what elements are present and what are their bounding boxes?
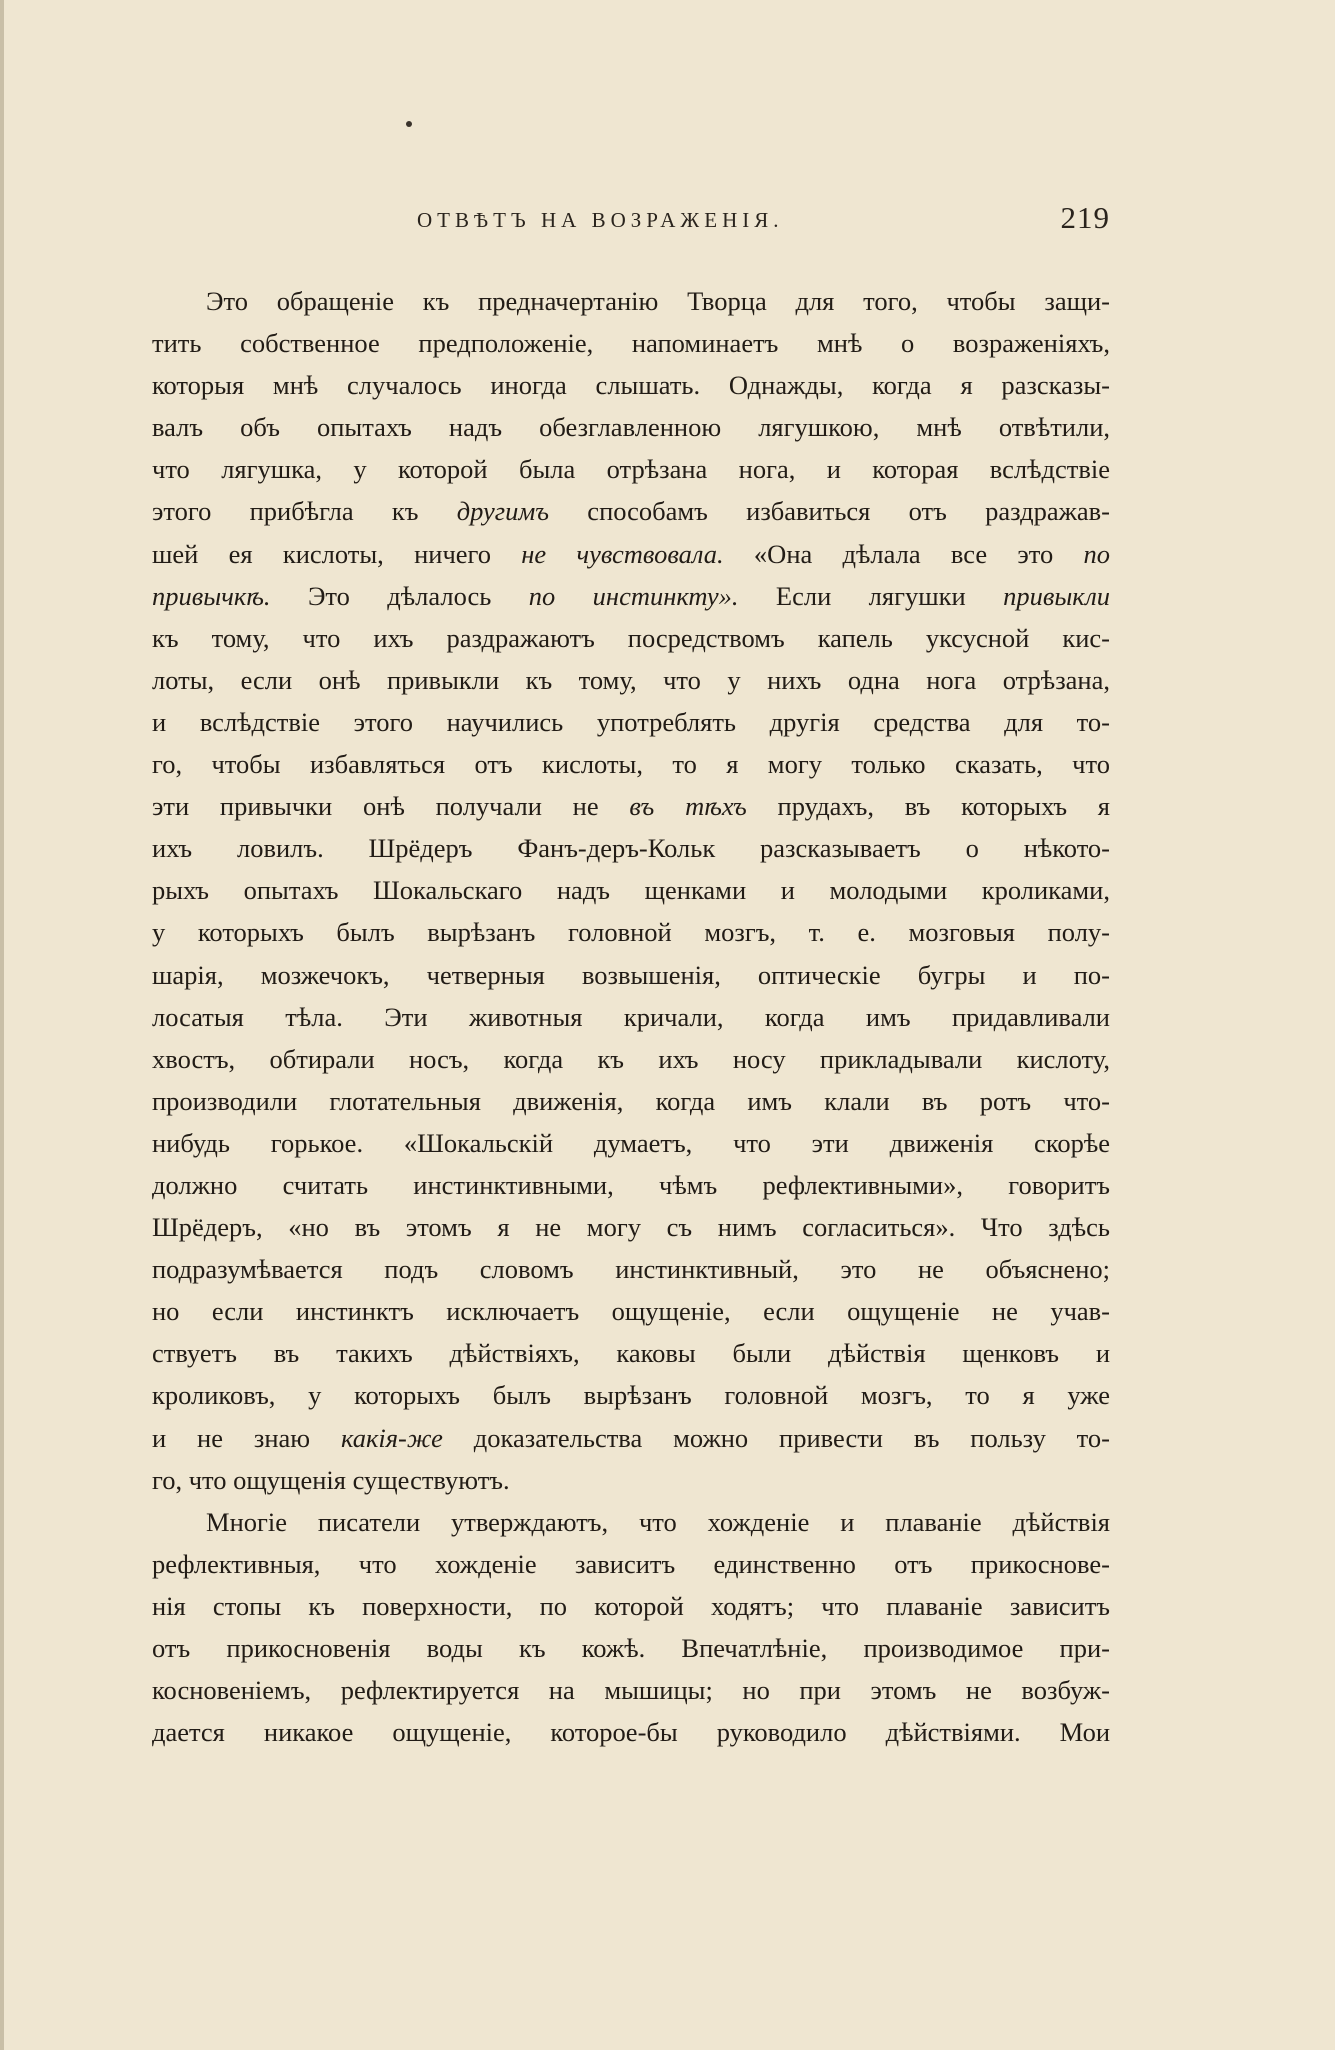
- text-run: нибудь горькое. «Шокальскій думаетъ, что эти движенія скорѣе: [152, 1127, 1110, 1158]
- text-run: Многіе писатели утверждаютъ, что хожденіе и плаваніе дѣйствія: [206, 1506, 1110, 1537]
- text-line: [152, 743, 1110, 785]
- text-line: [152, 1543, 1110, 1585]
- text-line: [152, 1585, 1110, 1627]
- text-line: [152, 1122, 1110, 1164]
- text-line: [152, 1080, 1110, 1122]
- text-line: [152, 659, 1110, 701]
- text-line: [152, 996, 1110, 1038]
- text-line: [152, 1164, 1110, 1206]
- text-run: доказательства можно привести въ пользу то-: [442, 1422, 1110, 1453]
- text-run: нія стопы къ поверхности, по которой ходятъ; что плаваніе зависитъ: [152, 1590, 1110, 1621]
- text-run: способамъ избавиться отъ раздражав-: [549, 496, 1110, 527]
- text-run: го, что ощущенія существуютъ.: [152, 1464, 510, 1495]
- text-run: отъ прикосновенія воды къ кожѣ. Впечатлѣніе, производимое при-: [152, 1633, 1110, 1663]
- text-run: и вслѣдствіе этого научились употреблять другія средства для то-: [152, 706, 1110, 737]
- text-line: [152, 1627, 1110, 1669]
- ink-speck: [406, 121, 412, 127]
- text-line: [152, 1206, 1110, 1248]
- text-line: [152, 1417, 1110, 1459]
- text-run: лосатыя тѣла. Эти животныя кричали, когда имъ придавливали: [152, 1001, 1110, 1032]
- text-run: Это обращеніе къ предначертанію Творца для того, чтобы защи-: [206, 286, 1110, 316]
- text-run: у которыхъ былъ вырѣзанъ головной мозгъ, т. е. мозговыя полу-: [152, 917, 1110, 948]
- text-line: [152, 827, 1110, 869]
- text-run: къ тому, что ихъ раздражаютъ посредствомъ капель уксусной кис-: [152, 622, 1110, 653]
- italic-emphasis: по инстинкту».: [528, 580, 739, 611]
- text-line: [152, 1248, 1110, 1290]
- text-run: косновеніемъ, рефлектируется на мышицы; но при этомъ не возбуж-: [152, 1675, 1110, 1706]
- text-run: го, чтобы избавляться отъ кислоты, то я могу только сказать, что: [152, 749, 1110, 780]
- text-run: лоты, если онѣ привыкли къ тому, что у нихъ одна нога отрѣзана,: [152, 664, 1110, 695]
- italic-emphasis: привыкли: [1003, 580, 1110, 611]
- text-run: что лягушка, у которой была отрѣзана нога, и которая вслѣдствіе: [152, 454, 1110, 485]
- text-line: [152, 1501, 1110, 1543]
- italic-emphasis: привычкѣ.: [152, 580, 271, 611]
- text-line: [152, 617, 1110, 659]
- text-line: [152, 575, 1110, 617]
- page-header: [152, 200, 1110, 250]
- italic-emphasis: не чувствовала.: [521, 538, 724, 569]
- text-run: тить собственное предположеніе, напоминаетъ мнѣ о возраженіяхъ,: [152, 328, 1110, 359]
- text-run: Это дѣлалось: [270, 580, 529, 611]
- text-line: [152, 448, 1110, 490]
- italic-emphasis: по: [1083, 538, 1110, 569]
- text-line: [152, 1374, 1110, 1416]
- page-number: 219: [1060, 200, 1110, 235]
- text-run: должно считать инстинктивными, чѣмъ рефлективными», говоритъ: [152, 1169, 1110, 1200]
- text-run: шей ея кислоты, ничего: [152, 538, 522, 569]
- text-line: [152, 701, 1110, 743]
- text-line: [152, 533, 1110, 575]
- text-run: ихъ ловилъ. Шрёдеръ Фанъ-деръ-Кольк разсказываетъ о нѣкото-: [152, 833, 1110, 864]
- body-text: [152, 280, 1110, 1753]
- text-run: валъ объ опытахъ надъ обезглавленною лягушкою, мнѣ отвѣтили,: [152, 412, 1110, 443]
- text-run: прудахъ, въ которыхъ я: [746, 791, 1110, 822]
- text-run: хвостъ, обтирали носъ, когда къ ихъ носу прикладывали кислоту,: [152, 1043, 1110, 1074]
- text-run: шарія, мозжечокъ, четверныя возвышенія, оптическіе бугры и по-: [152, 959, 1110, 990]
- italic-emphasis: въ тѣхъ: [629, 791, 747, 822]
- text-run: подразумѣвается подъ словомъ инстинктивный, это не объяснено;: [152, 1254, 1110, 1285]
- italic-emphasis: какія-же: [340, 1422, 443, 1453]
- text-line: [152, 1459, 1110, 1501]
- text-line: [152, 1669, 1110, 1711]
- text-line: [152, 911, 1110, 953]
- text-line: [152, 954, 1110, 996]
- text-line: [152, 280, 1110, 322]
- text-run: кроликовъ, у которыхъ былъ вырѣзанъ головной мозгъ, то я уже: [152, 1380, 1110, 1411]
- text-run: рыхъ опытахъ Шокальскаго надъ щенками и молодыми кроликами,: [152, 875, 1110, 906]
- text-run: и не знаю: [152, 1422, 341, 1453]
- text-line: [152, 1332, 1110, 1374]
- text-run: «Она дѣлала все это: [723, 538, 1084, 569]
- text-run: Если лягушки: [738, 580, 1004, 611]
- text-line: [152, 1711, 1110, 1753]
- italic-emphasis: другимъ: [456, 496, 550, 527]
- text-run: но если инстинктъ исключаетъ ощущеніе, если ощущеніе не учав-: [152, 1296, 1110, 1327]
- text-run: эти привычки онѣ получали не: [152, 791, 630, 822]
- text-line: [152, 322, 1110, 364]
- text-line: [152, 406, 1110, 448]
- text-run: дается никакое ощущеніе, котороe-бы руководило дѣйствіями. Мои: [152, 1717, 1110, 1748]
- running-title: ОТВѢТЪ НА ВОЗРАЖЕНІЯ.: [417, 208, 784, 232]
- text-run: этого прибѣгла къ: [152, 496, 457, 527]
- text-line: [152, 869, 1110, 911]
- text-line: [152, 785, 1110, 827]
- text-run: производили глотательныя движенія, когда имъ клали въ ротъ что-: [152, 1085, 1110, 1116]
- text-line: [152, 1290, 1110, 1332]
- text-line: [152, 490, 1110, 532]
- text-run: Шрёдеръ, «но въ этомъ я не могу съ нимъ согласиться». Что здѣсь: [152, 1212, 1110, 1243]
- text-run: рефлективныя, что хожденіе зависитъ единственно отъ прикоснове-: [152, 1548, 1110, 1579]
- text-line: [152, 1038, 1110, 1080]
- text-line: [152, 364, 1110, 406]
- text-run: которыя мнѣ случалось иногда слышать. Однажды, когда я разсказы-: [152, 370, 1110, 401]
- text-run: ствуетъ въ такихъ дѣйствіяхъ, каковы были дѣйствія щенковъ и: [152, 1338, 1110, 1369]
